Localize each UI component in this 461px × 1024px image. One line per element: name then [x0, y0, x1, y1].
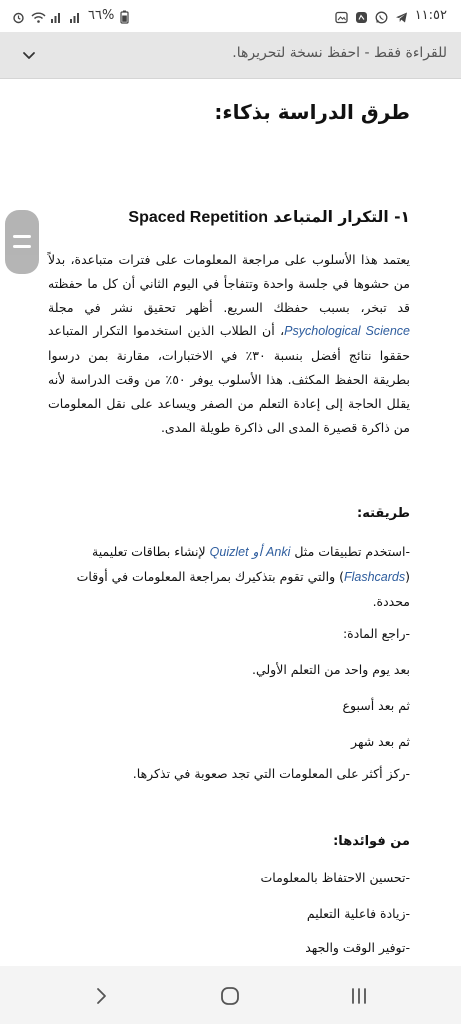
quizlet-link: Quizlet — [209, 545, 249, 559]
scroll-handle[interactable] — [5, 210, 39, 274]
method-text-a: -استخدم تطبيقات مثل — [294, 544, 410, 559]
review-week: ثم بعد أسبوع — [342, 698, 410, 713]
chevron-down-icon[interactable] — [20, 46, 38, 64]
method-line1 — [48, 540, 410, 613]
whatsapp-icon — [375, 9, 388, 22]
battery-percent: ٦٦% — [88, 8, 115, 23]
focus-line: -ركز أكثر على المعلومات التي تجد صعوبة في تذكرها. — [132, 766, 410, 781]
battery-icon — [120, 9, 133, 22]
telegram-icon — [395, 9, 408, 22]
wifi-icon — [31, 9, 44, 22]
review-day: بعد يوم واحد من التعلم الأولي. — [251, 662, 410, 677]
clock: ١١:٥٢ — [414, 8, 447, 23]
recent-apps-icon[interactable] — [348, 985, 370, 1007]
status-left — [12, 8, 133, 23]
alarm-icon — [12, 9, 25, 22]
status-bar — [0, 0, 461, 32]
method-label: طريقته: — [357, 506, 410, 521]
section-heading — [48, 208, 410, 227]
read-only-banner[interactable] — [0, 32, 461, 79]
para-part2: ، أن الطلاب الذين استخدموا التكرار المتباعد حققوا نتائج أفضل بنسبة ٣٠٪ في الاختبارات، مقارنة بمن درسوا بطريقة الحفظ المكثف. هذا الأسلوب يوفر ٥٠٪ من وقت الدراسة لأنه يقلل الحاجة إلى إعادة التعلم من الصفر ويساعد على نقل المعلومات من ذاكرة قصيرة المدى الى ذاكرة طويلة المدى. — [48, 323, 411, 435]
handle-line — [13, 245, 31, 248]
document-title: طرق الدراسة بذكاء: — [214, 100, 410, 124]
review-month: ثم بعد شهر — [351, 734, 410, 749]
benefits-label: من فوائدها: — [333, 834, 410, 849]
section-heading-ar: ١- التكرار المتباعد — [273, 208, 410, 226]
anki-link: Anki — [266, 545, 291, 559]
signal-icon-2 — [69, 9, 82, 22]
navigation-bar — [0, 966, 461, 1024]
review-line: -راجع المادة: — [342, 626, 410, 641]
status-right — [335, 8, 447, 23]
method-text-b: لإنشاء بطاقات تعليمية ( — [92, 544, 410, 584]
journal-name: Psychological Science — [284, 324, 410, 339]
section-paragraph — [48, 248, 410, 439]
signal-icon — [50, 9, 63, 22]
home-icon[interactable] — [219, 985, 241, 1007]
app-icon — [355, 9, 368, 22]
method-text-c: ) والتي تقوم بتذكيرك بمراجعة المعلومات في أوقات محددة. — [76, 568, 410, 609]
section-heading-en: Spaced Repetition — [128, 209, 268, 226]
handle-line — [13, 235, 31, 238]
back-icon[interactable] — [90, 985, 112, 1007]
gallery-icon — [335, 9, 348, 22]
benefit-item: -توفير الوقت والجهد — [305, 940, 410, 955]
document-view[interactable] — [0, 78, 461, 966]
para-part1: يعتمد هذا الأسلوب على مراجعة المعلومات على فترات متباعدة، بدلاً من حشوها في جلسة واحدة وتتفاجأ في اليوم الثاني أن كل ما حفظته قد تبخر، بسبب حفظك السريع. أظهر تحقيق نشر في مجلة — [48, 252, 410, 315]
flashcards-link: Flashcards — [343, 569, 406, 584]
banner-text: للقراءة فقط - احفظ نسخة لتحريرها. — [232, 45, 447, 61]
or-text: أو — [252, 545, 263, 559]
benefit-item: -زيادة فاعلية التعليم — [306, 906, 410, 921]
benefit-item: -تحسين الاحتفاظ بالمعلومات — [260, 870, 410, 885]
